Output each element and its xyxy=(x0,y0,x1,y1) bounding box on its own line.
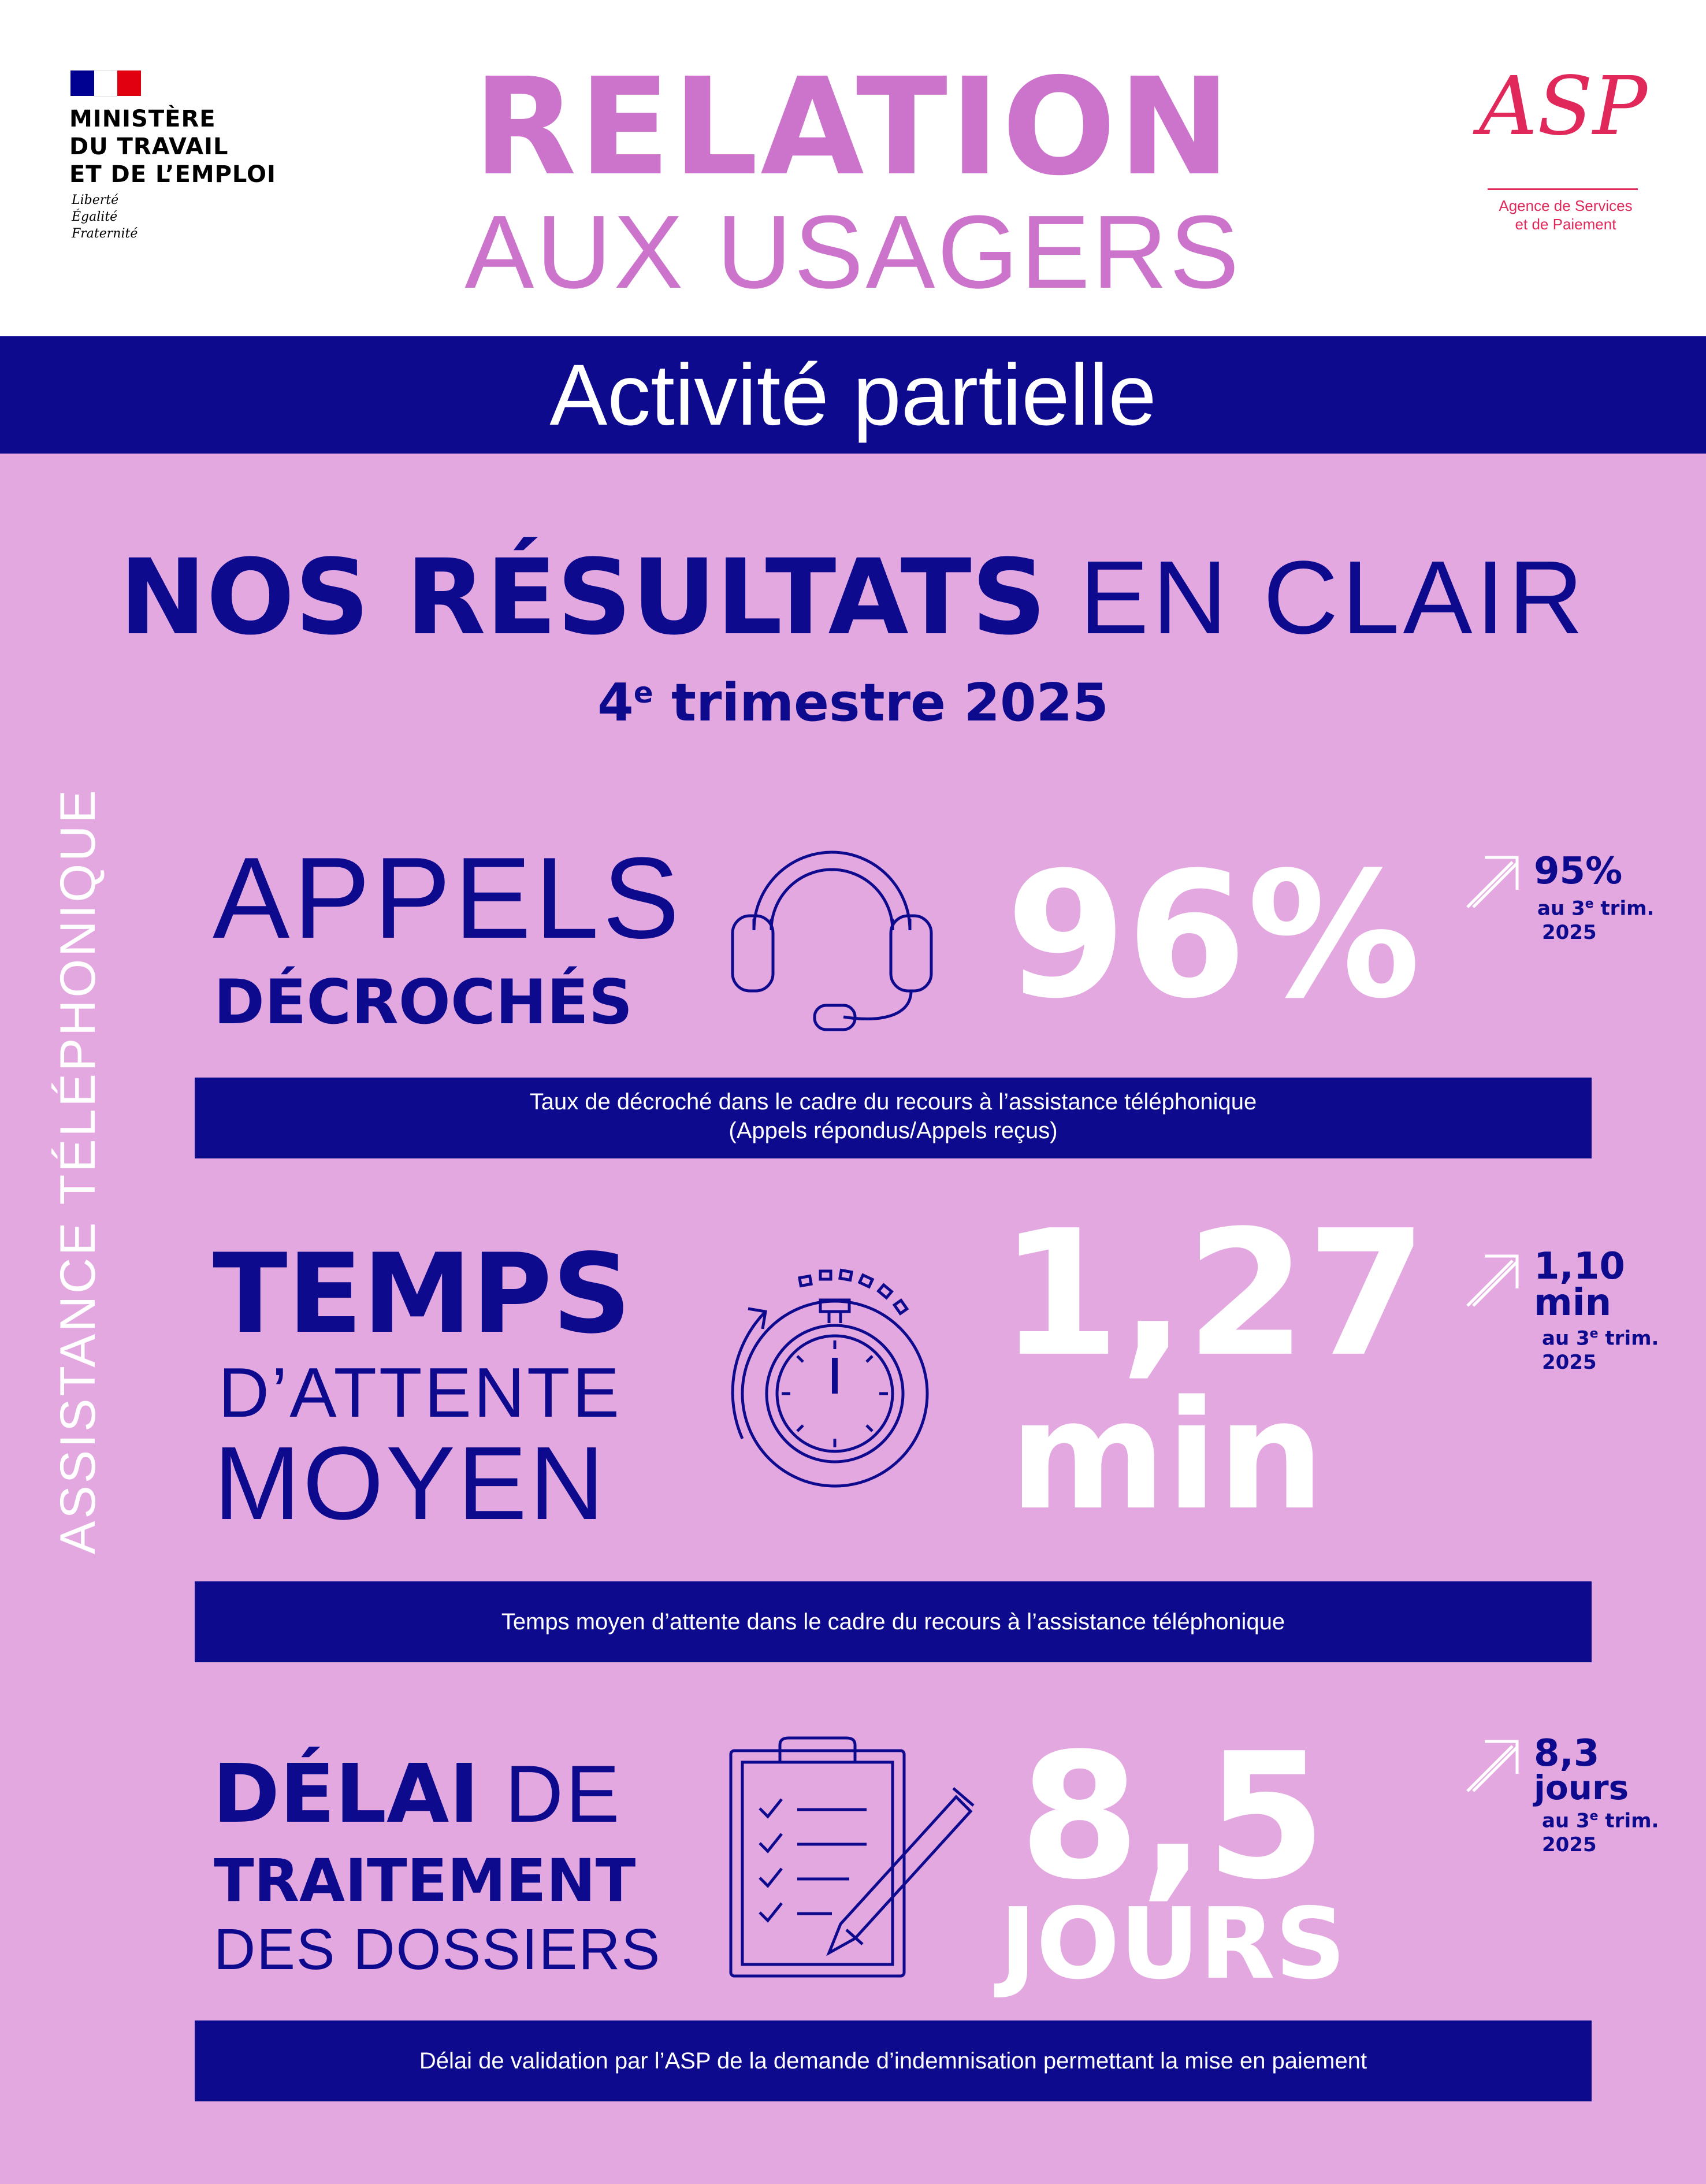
delay-unit: JOURS xyxy=(999,1887,1346,2001)
up-arrow-icon xyxy=(1462,849,1525,913)
delay-description: Délai de validation par l’ASP de la demande d’indemnisation permettant la mise en paiement xyxy=(195,2020,1592,2101)
up-arrow-icon xyxy=(1462,1733,1525,1797)
delay-value: 8,5 xyxy=(1019,1716,1326,1918)
delay-label-line2: TRAITEMENT xyxy=(214,1847,636,1915)
wait-label-line1: TEMPS xyxy=(213,1230,631,1358)
page-title: RELATION xyxy=(473,49,1233,205)
side-label: ASSISTANCE TÉLÉPHONIQUE xyxy=(50,788,106,1554)
results-heading-light: EN CLAIR xyxy=(1079,540,1587,656)
delay-label-bold: DÉLAI xyxy=(213,1747,480,1841)
wait-unit: min xyxy=(1009,1369,1325,1543)
calls-previous-value: 95% xyxy=(1534,850,1623,893)
calls-value: 96% xyxy=(1005,835,1421,1037)
wait-previous xyxy=(1534,1245,1659,1375)
wait-previous-value: 1,10 xyxy=(1534,1245,1625,1288)
results-heading xyxy=(0,537,1706,658)
quarter-label xyxy=(0,671,1706,735)
wait-previous-unit: min xyxy=(1534,1282,1612,1324)
wait-label-line3: MOYEN xyxy=(214,1425,607,1542)
wait-value: 1,27 xyxy=(999,1193,1428,1395)
delay-label-line1 xyxy=(213,1747,622,1841)
agency-name-line: et de Paiement xyxy=(1515,216,1616,233)
delay-label-line3: DES DOSSIERS xyxy=(214,1917,661,1982)
stopwatch-icon xyxy=(708,1254,962,1508)
delay-label-light: DE xyxy=(505,1748,622,1839)
quarter-rest: trimestre 2025 xyxy=(671,673,1109,733)
calls-description-line: Taux de décroché dans le cadre du recours à l’assistance téléphonique xyxy=(529,1089,1257,1115)
clipboard-checklist-icon xyxy=(725,1733,979,1982)
delay-previous-unit: jours xyxy=(1534,1768,1629,1807)
asp-logo-divider xyxy=(1488,188,1638,190)
calls-previous xyxy=(1534,850,1654,945)
delay-previous-value: 8,3 xyxy=(1534,1732,1600,1775)
calls-previous-year: 2025 xyxy=(1542,921,1597,945)
wait-label-line2: D’ATTENTE xyxy=(218,1353,622,1432)
wait-description: Temps moyen d’attente dans le cadre du recours à l’assistance téléphonique xyxy=(195,1581,1592,1662)
agency-name xyxy=(1479,196,1652,233)
up-arrow-icon xyxy=(1462,1248,1525,1312)
ministry-line: ET DE L’EMPLOI xyxy=(69,161,276,188)
calls-label-bold: DÉCROCHÉS xyxy=(214,967,633,1038)
ministry-line: DU TRAVAIL xyxy=(69,133,229,160)
calls-description xyxy=(195,1078,1592,1158)
headset-icon xyxy=(728,832,936,1034)
quarter-number: 4 xyxy=(597,673,634,733)
wait-previous-note: au 3e trim. xyxy=(1542,1327,1659,1350)
motto-line: Liberté xyxy=(72,193,119,207)
calls-description-line: (Appels répondus/Appels reçus) xyxy=(729,1118,1058,1143)
quarter-sup: e xyxy=(633,676,653,710)
page-subtitle: AUX USAGERS xyxy=(464,194,1242,310)
delay-previous xyxy=(1534,1732,1659,1857)
section-band-label: Activité partielle xyxy=(549,346,1157,443)
delay-previous-note: au 3e trim. xyxy=(1542,1809,1659,1833)
calls-label-light: APPELS xyxy=(213,834,683,963)
delay-previous-year: 2025 xyxy=(1542,1833,1597,1857)
wait-previous-year: 2025 xyxy=(1542,1351,1597,1375)
motto-line: Égalité xyxy=(72,210,118,224)
calls-previous-note: au 3e trim. xyxy=(1537,897,1655,920)
agency-name-line: Agence de Services xyxy=(1499,197,1633,214)
ministry-line: MINISTÈRE xyxy=(69,106,216,132)
asp-logo: ASP xyxy=(1479,60,1648,154)
results-heading-bold: NOS RÉSULTATS xyxy=(119,537,1047,658)
motto-line: Fraternité xyxy=(72,226,138,241)
